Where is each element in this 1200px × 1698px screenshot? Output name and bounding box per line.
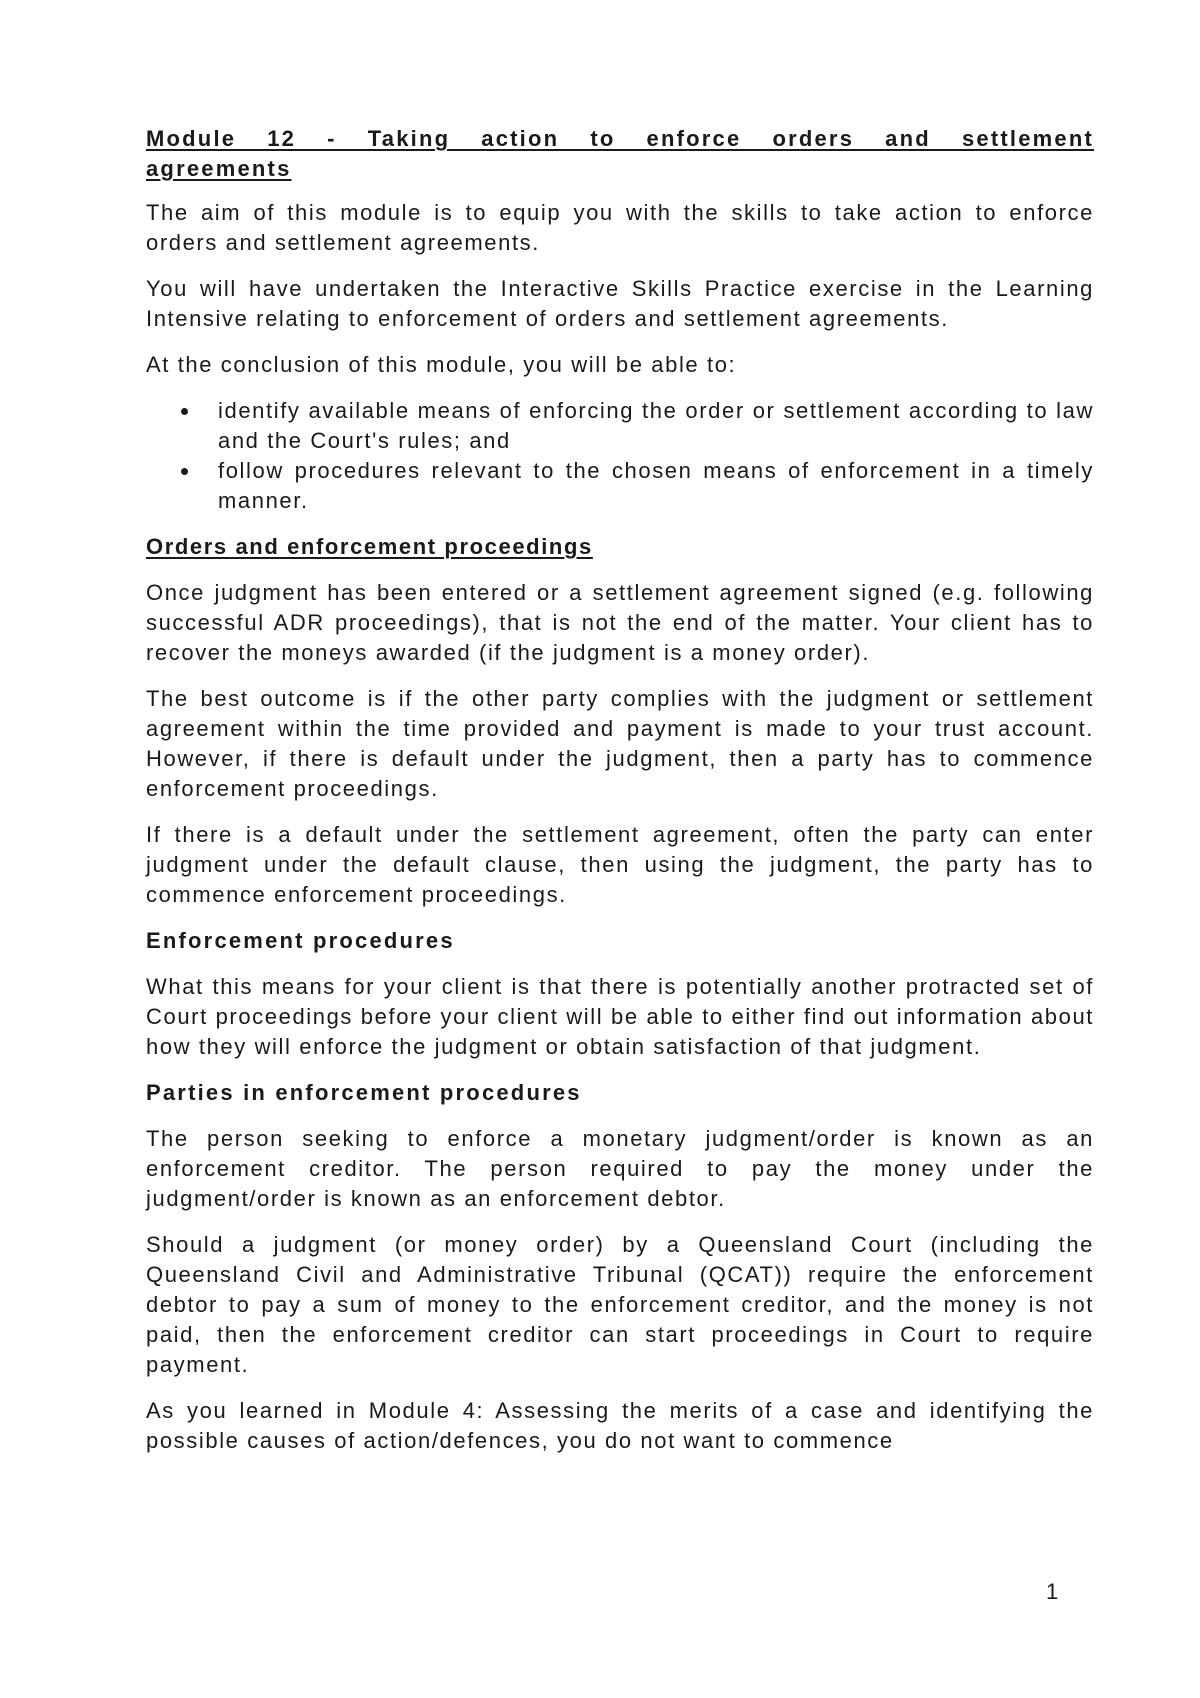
- list-item: [146, 456, 1094, 516]
- bullet-icon: [181, 468, 188, 475]
- procedures-paragraph: What this means for your client is that there is potentially another protracted set of Court proceedings before your client will be able to either find out information about how they will enforce the judgment or obtain satisfaction of that judgment.: [146, 974, 1094, 1059]
- orders-paragraph: Once judgment has been entered or a settlement agreement signed (e.g. following successful ADR proceedings), that is not the end of the matter. Your client has to recover the moneys awarded (if the judgment is a money order).: [146, 580, 1094, 665]
- page-number: 1: [1046, 1579, 1059, 1604]
- orders-paragraph: The best outcome is if the other party complies with the judgment or settlement agreement within the time provided and payment is made to your trust account. However, if there is default under the judgment, then a party has to commence enforcement proceedings.: [146, 686, 1094, 801]
- section-heading-procedures: Enforcement procedures: [146, 928, 455, 953]
- intro-paragraph-conclusion: At the conclusion of this module, you will be able to:: [146, 352, 737, 377]
- section-heading-parties: Parties in enforcement procedures: [146, 1080, 582, 1105]
- section-heading-orders: Orders and enforcement proceedings: [146, 534, 593, 559]
- list-item-text: follow procedures relevant to the chosen means of enforcement in a timely manner.: [218, 458, 1094, 513]
- page-title: Module 12 - Taking action to enforce orders and settlement agreements: [146, 126, 1094, 181]
- list-item-text: identify available means of enforcing the order or settlement according to law and the Court's rules; and: [218, 398, 1094, 453]
- outcomes-list: [146, 396, 1094, 516]
- intro-paragraph-practice: You will have undertaken the Interactive Skills Practice exercise in the Learning Intensive relating to enforcement of orders and settlement agreements.: [146, 276, 1094, 331]
- parties-paragraph: Should a judgment (or money order) by a Queensland Court (including the Queensland Civil and Administrative Tribunal (QCAT)) require the enforcement debtor to pay a sum of money to the enforcement creditor, and the money is not paid, then the enforcement creditor can start proceedings in Court to require payment.: [146, 1232, 1094, 1377]
- parties-paragraph: As you learned in Module 4: Assessing the merits of a case and identifying the possible causes of action/defences, you do not want to commence: [146, 1398, 1094, 1453]
- list-item: [146, 396, 1094, 456]
- orders-paragraph: If there is a default under the settlement agreement, often the party can enter judgment under the default clause, then using the judgment, the party has to commence enforcement proceedings.: [146, 822, 1094, 907]
- document-page: [146, 124, 1094, 1472]
- intro-paragraph-aim: The aim of this module is to equip you with the skills to take action to enforce orders and settlement agreements.: [146, 200, 1094, 255]
- bullet-icon: [181, 408, 188, 415]
- parties-paragraph: The person seeking to enforce a monetary judgment/order is known as an enforcement creditor. The person required to pay the money under the judgment/order is known as an enforcement debtor.: [146, 1126, 1094, 1211]
